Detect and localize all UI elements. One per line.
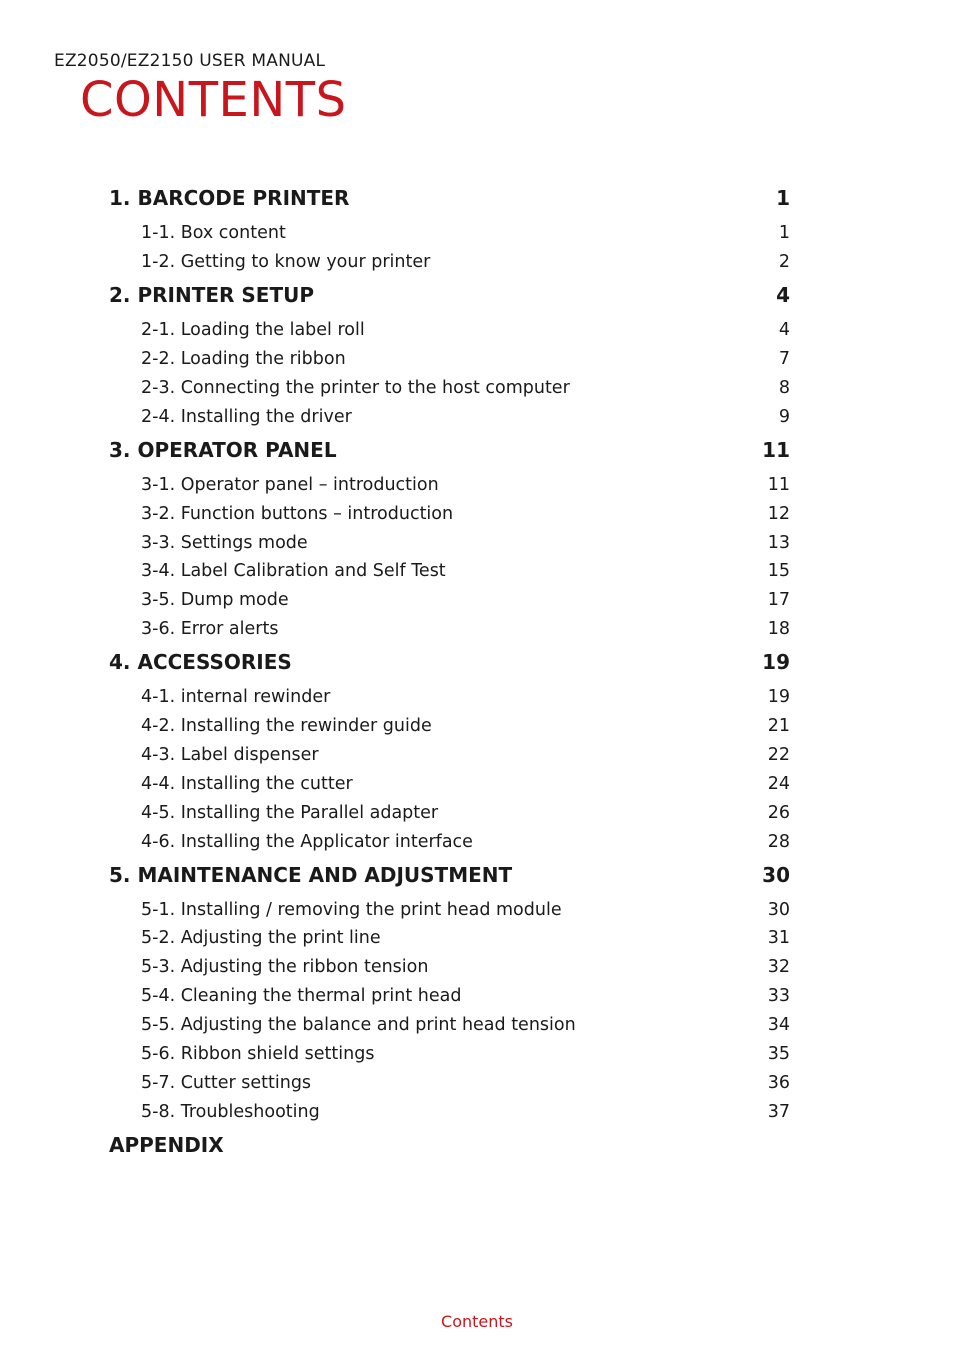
toc-page-number: 12 [767,504,790,524]
toc-subsection-2-3[interactable] [141,378,790,402]
toc-entry-label: 2-2. Loading the ribbon [141,349,346,369]
page-footer: Contents [441,1312,513,1331]
toc-page-number: 32 [767,957,790,977]
toc-entry-label: 5. MAINTENANCE AND ADJUSTMENT [109,863,513,887]
manual-title: EZ2050/EZ2150 USER MANUAL [54,51,326,71]
toc-section-2[interactable] [109,283,790,311]
toc-page-number: 26 [767,803,790,823]
toc-page-number: 31 [767,928,790,948]
toc-page-number: 30 [762,863,790,887]
toc-entry-label: 3-3. Settings mode [141,533,308,553]
toc-entry-label: 4-6. Installing the Applicator interface [141,832,473,852]
toc-page-number: 11 [762,438,790,462]
toc-entry-label: 4-5. Installing the Parallel adapter [141,803,439,823]
toc-subsection-4-5[interactable] [141,803,790,827]
toc-subsection-5-6[interactable] [141,1044,790,1068]
toc-subsection-2-2[interactable] [141,349,790,373]
toc-entry-label: 3-4. Label Calibration and Self Test [141,561,446,581]
toc-section-3[interactable] [109,438,790,466]
toc-entry-label: 1. BARCODE PRINTER [109,186,350,210]
toc-subsection-2-4[interactable] [141,407,790,431]
toc-page-number: 13 [767,533,790,553]
toc-page-number: 36 [767,1073,790,1093]
toc-subsection-5-5[interactable] [141,1015,790,1039]
toc-page-number: 34 [767,1015,790,1035]
toc-subsection-5-4[interactable] [141,986,790,1010]
toc-subsection-5-3[interactable] [141,957,790,981]
toc-page-number: 17 [767,590,790,610]
toc-entry-label: 3. OPERATOR PANEL [109,438,337,462]
toc-page-number: 7 [778,349,790,369]
toc-page-number: 2 [778,252,790,272]
toc-entry-label: 5-5. Adjusting the balance and print head tension [141,1015,576,1035]
toc-subsection-3-6[interactable] [141,619,790,643]
toc-entry-label: 5-3. Adjusting the ribbon tension [141,957,429,977]
toc-subsection-4-2[interactable] [141,716,790,740]
toc-page-number: 22 [767,745,790,765]
toc-entry-label: 1-2. Getting to know your printer [141,252,431,272]
toc-page-number: 4 [778,320,790,340]
toc-entry-label: APPENDIX [109,1133,224,1157]
toc-page-number: 24 [767,774,790,794]
toc-page-number: 9 [778,407,790,427]
toc-page-number: 15 [767,561,790,581]
toc-subsection-2-1[interactable] [141,320,790,344]
toc-entry-label: 1-1. Box content [141,223,286,243]
toc-subsection-4-4[interactable] [141,774,790,798]
toc-entry-label: 2. PRINTER SETUP [109,283,314,307]
toc-subsection-3-2[interactable] [141,504,790,528]
toc-page-number: 19 [767,687,790,707]
toc-page-number: 30 [767,900,790,920]
toc-entry-label: 3-2. Function buttons – introduction [141,504,454,524]
toc-entry-label: 4-3. Label dispenser [141,745,319,765]
toc-entry-label: 2-4. Installing the driver [141,407,352,427]
toc-page-number: 18 [767,619,790,639]
toc-entry-label: 4-2. Installing the rewinder guide [141,716,432,736]
toc-subsection-1-1[interactable] [141,223,790,247]
toc-page-number: 33 [767,986,790,1006]
toc-page-number: 21 [767,716,790,736]
toc-section-1[interactable] [109,186,790,214]
toc-page-number: 1 [778,223,790,243]
toc-subsection-5-1[interactable] [141,900,790,924]
toc-subsection-3-1[interactable] [141,475,790,499]
toc-entry-label: 3-5. Dump mode [141,590,289,610]
toc-entry-label: 4. ACCESSORIES [109,650,292,674]
toc-page-number: 19 [762,650,790,674]
toc-page-number: 8 [778,378,790,398]
toc-entry-label: 5-8. Troubleshooting [141,1102,320,1122]
toc-entry-label: 5-4. Cleaning the thermal print head [141,986,462,1006]
toc-entry-label: 2-1. Loading the label roll [141,320,365,340]
toc-entry-label: 3-6. Error alerts [141,619,279,639]
toc-entry-label: 4-1. internal rewinder [141,687,331,707]
toc-subsection-5-2[interactable] [141,928,790,952]
toc-page-number: 11 [767,475,790,495]
toc-entry-label: 5-1. Installing / removing the print head module [141,900,562,920]
toc-subsection-3-3[interactable] [141,533,790,557]
toc-subsection-3-5[interactable] [141,590,790,614]
toc-entry-label: 2-3. Connecting the printer to the host computer [141,378,570,398]
toc-subsection-3-4[interactable] [141,561,790,585]
toc-entry-label: 3-1. Operator panel – introduction [141,475,439,495]
toc-section-5[interactable] [109,863,790,891]
toc-subsection-4-1[interactable] [141,687,790,711]
toc-entry-label: 4-4. Installing the cutter [141,774,353,794]
toc-subsection-4-3[interactable] [141,745,790,769]
toc-subsection-5-8[interactable] [141,1102,790,1126]
toc-entry-label: 5-6. Ribbon shield settings [141,1044,375,1064]
toc-page-number: 37 [767,1102,790,1122]
toc-subsection-5-7[interactable] [141,1073,790,1097]
toc-entry-label: 5-7. Cutter settings [141,1073,312,1093]
toc-section-4[interactable] [109,650,790,678]
toc-page-number: 28 [767,832,790,852]
toc-subsection-1-2[interactable] [141,252,790,276]
toc-appendix[interactable] [109,1133,224,1157]
toc-page-number: 35 [767,1044,790,1064]
toc-page-number: 4 [776,283,790,307]
toc-subsection-4-6[interactable] [141,832,790,856]
toc-entry-label: 5-2. Adjusting the print line [141,928,381,948]
page-title: CONTENTS [80,72,347,128]
toc-page-number: 1 [776,186,790,210]
